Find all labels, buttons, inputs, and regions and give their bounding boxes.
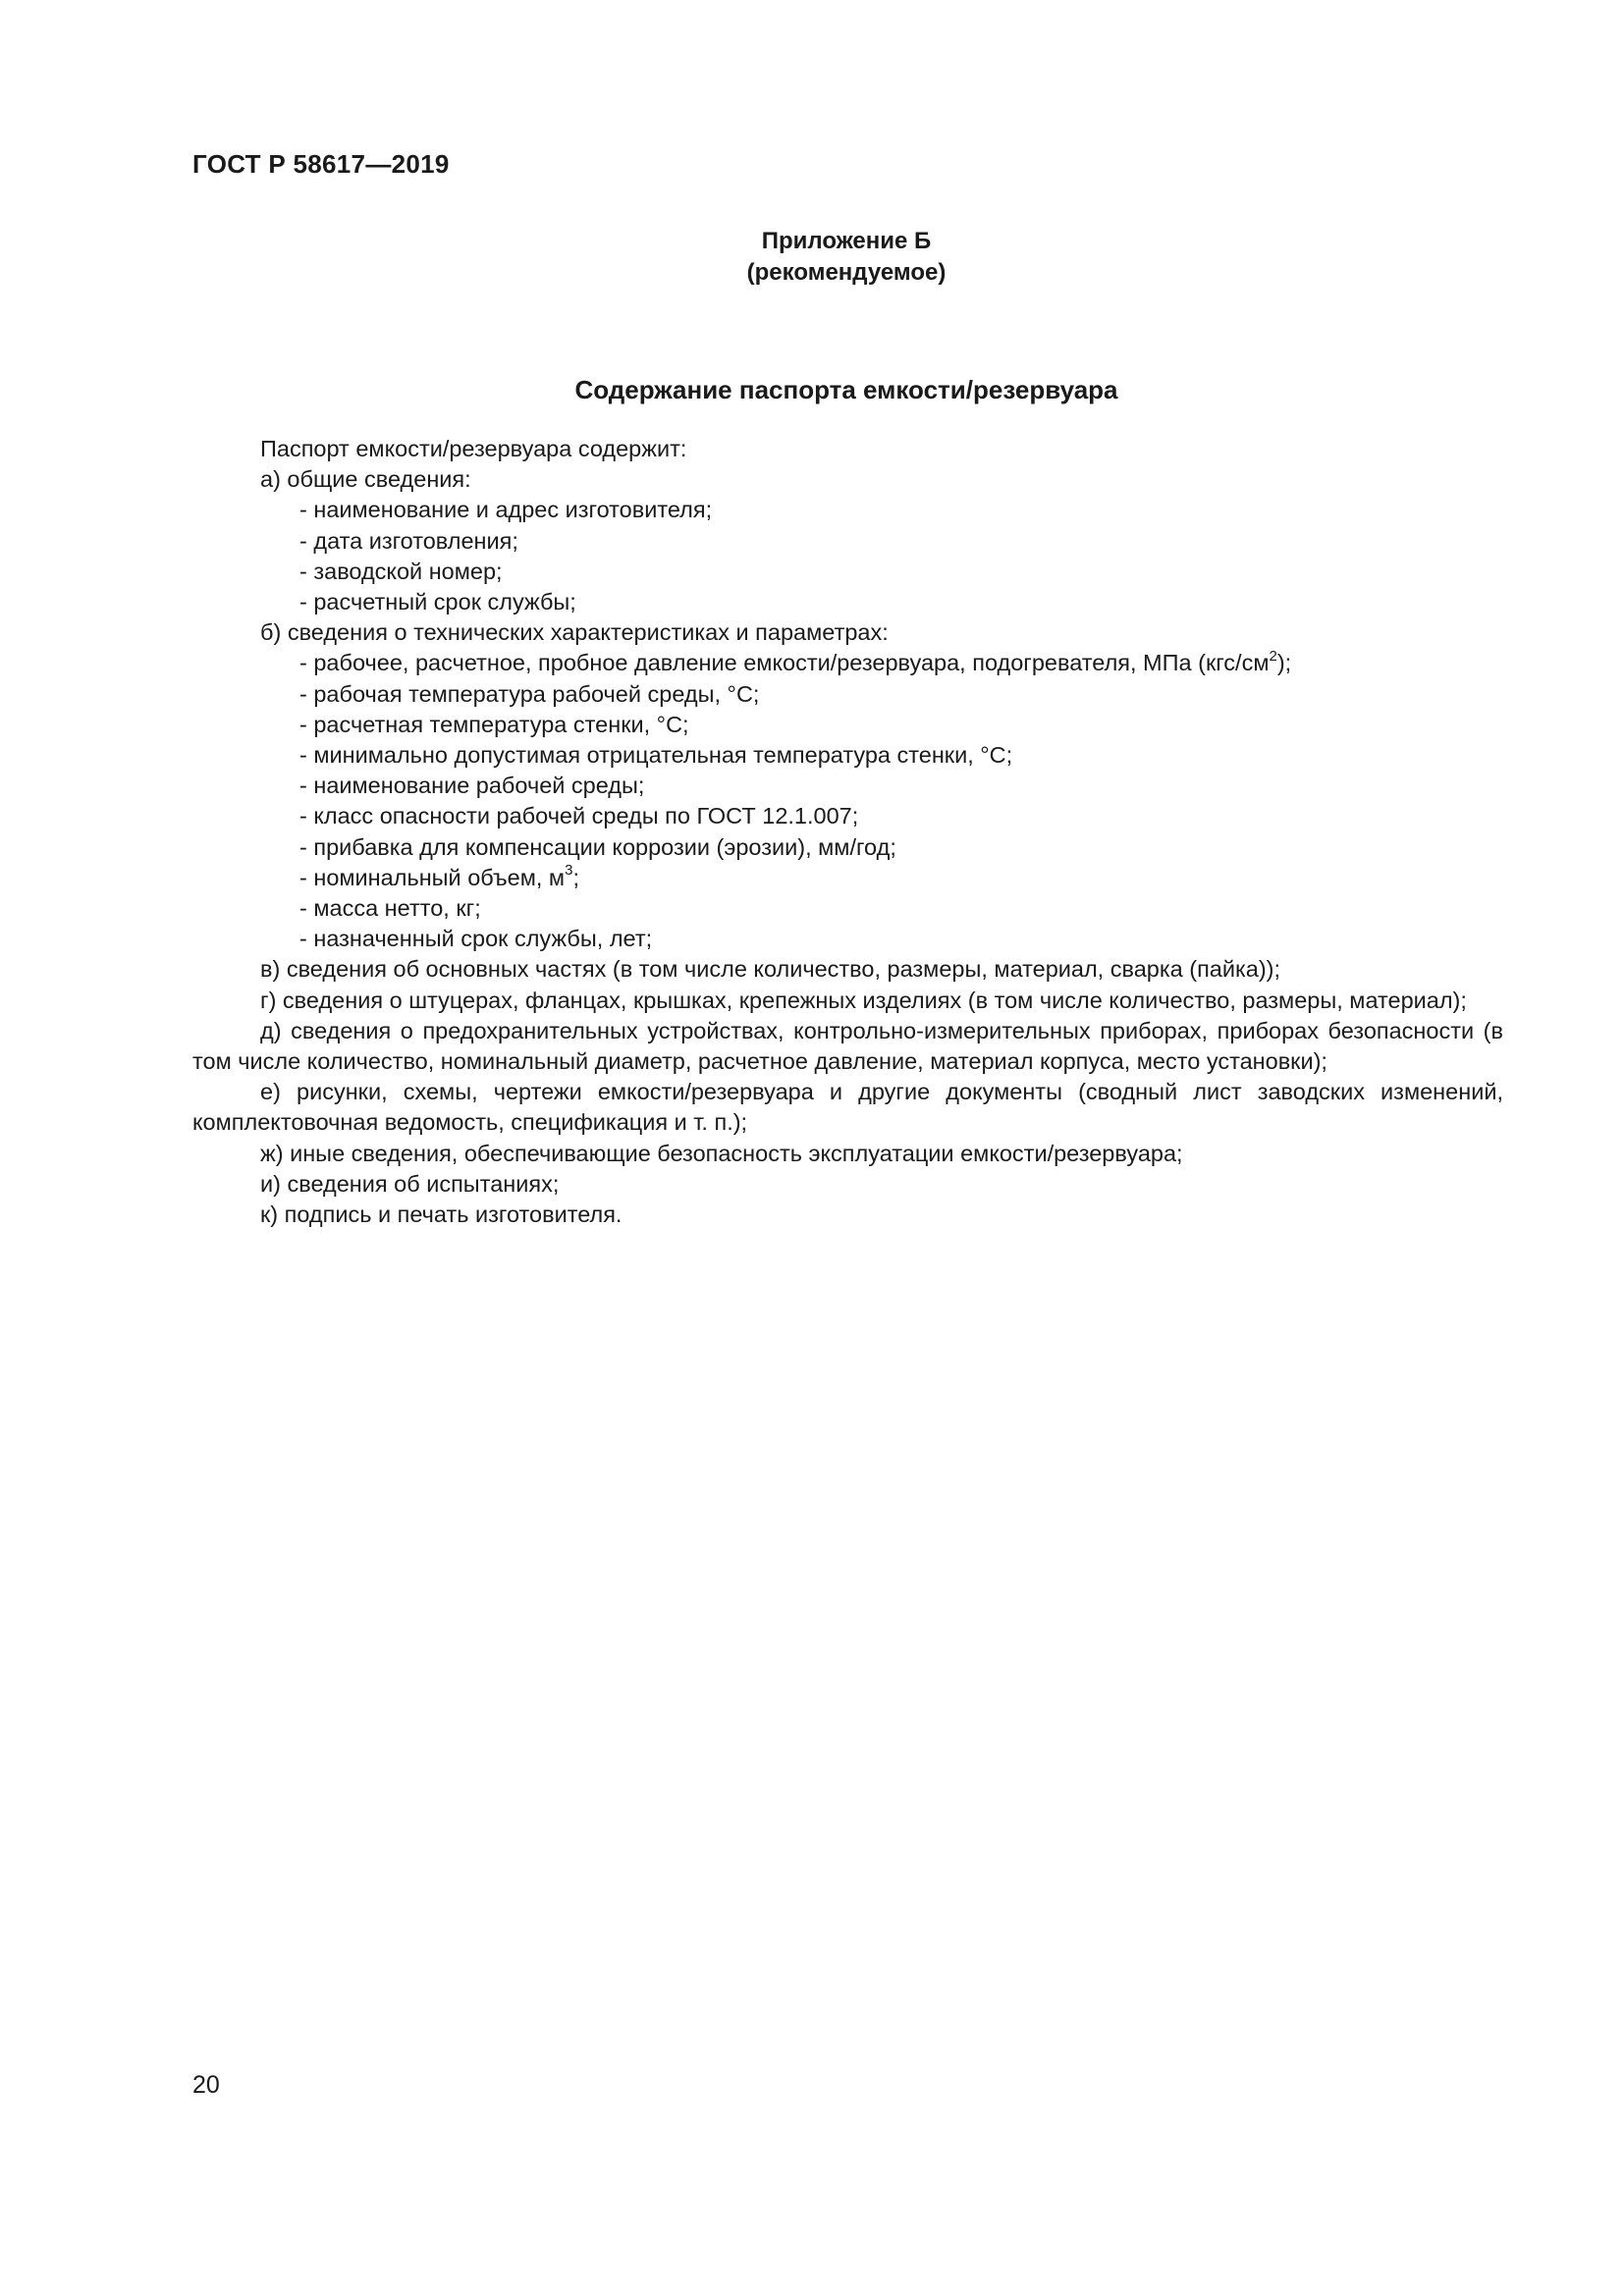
sub-item: - рабочая температура рабочей среды, °С;	[299, 680, 760, 707]
appendix-title: Приложение Б	[761, 228, 932, 254]
list-item-k: к) подпись и печать изготовителя.	[260, 1201, 623, 1228]
document-body	[192, 434, 1503, 1230]
sub-item: - наименование рабочей среды;	[299, 773, 645, 799]
sub-item: - класс опасности рабочей среды по ГОСТ 12.1.007;	[299, 803, 859, 829]
sub-item: - назначенный срок службы, лет;	[299, 926, 653, 952]
list-item-v: в) сведения об основных частях (в том числе количество, размеры, материал, сварка (пайка));	[260, 956, 1281, 983]
superscript: 2	[1269, 647, 1277, 665]
volume-text: - номинальный объем, м	[299, 864, 566, 890]
sub-item: - масса нетто, кг;	[299, 895, 481, 922]
list-item-e: е) рисунки, схемы, чертежи емкости/резервуара и другие документы (сводный лист заводских изменений, комплектовочная ведомость, спецификация и т. п.);	[192, 1079, 1503, 1136]
superscript: 3	[565, 862, 573, 880]
sub-item: - наименование и адрес изготовителя;	[299, 497, 713, 523]
appendix-status: (рекомендуемое)	[746, 259, 947, 286]
pressure-text-end: );	[1276, 650, 1292, 676]
appendix-heading	[0, 226, 1624, 289]
sub-item: - дата изготовления;	[299, 527, 518, 554]
sub-item: - прибавка для компенсации коррозии (эрозии), мм/год;	[299, 833, 896, 860]
sub-item-pressure	[192, 648, 1503, 678]
list-item-a: а) общие сведения:	[260, 466, 471, 493]
sub-item-volume	[192, 863, 1503, 893]
list-item-b: б) сведения о технических характеристиках и параметрах:	[260, 619, 889, 646]
list-item-zh: ж) иные сведения, обеспечивающие безопасность эксплуатации емкости/резервуара;	[260, 1140, 1183, 1166]
section-title	[0, 375, 1624, 405]
section-title-text: Содержание паспорта емкости/резервуара	[574, 375, 1118, 404]
intro-line: Паспорт емкости/резервуара содержит:	[260, 436, 687, 461]
list-item-g: г) сведения о штуцерах, фланцах, крышках, крепежных изделиях (в том числе количество, размеры, материал);	[260, 987, 1467, 1013]
sub-item: - минимально допустимая отрицательная температура стенки, °С;	[299, 742, 1013, 769]
document-code: ГОСТ Р 58617—2019	[192, 149, 450, 179]
sub-item: - расчетная температура стенки, °С;	[299, 711, 689, 737]
pressure-text: - рабочее, расчетное, пробное давление емкости/резервуара, подогревателя, МПа (кгс/см	[299, 650, 1270, 676]
volume-text-end: ;	[572, 864, 579, 890]
list-item-i: и) сведения об испытаниях;	[260, 1170, 560, 1197]
list-item-d: д) сведения о предохранительных устройствах, контрольно-измерительных приборах, приборах безопасности (в том числе количество, номинальный диаметр, расчетное давление, материал корпуса, место установки);	[192, 1017, 1503, 1075]
sub-item: - заводской номер;	[299, 558, 503, 584]
sub-item: - расчетный срок службы;	[299, 589, 576, 615]
page-number: 20	[192, 2071, 220, 2099]
